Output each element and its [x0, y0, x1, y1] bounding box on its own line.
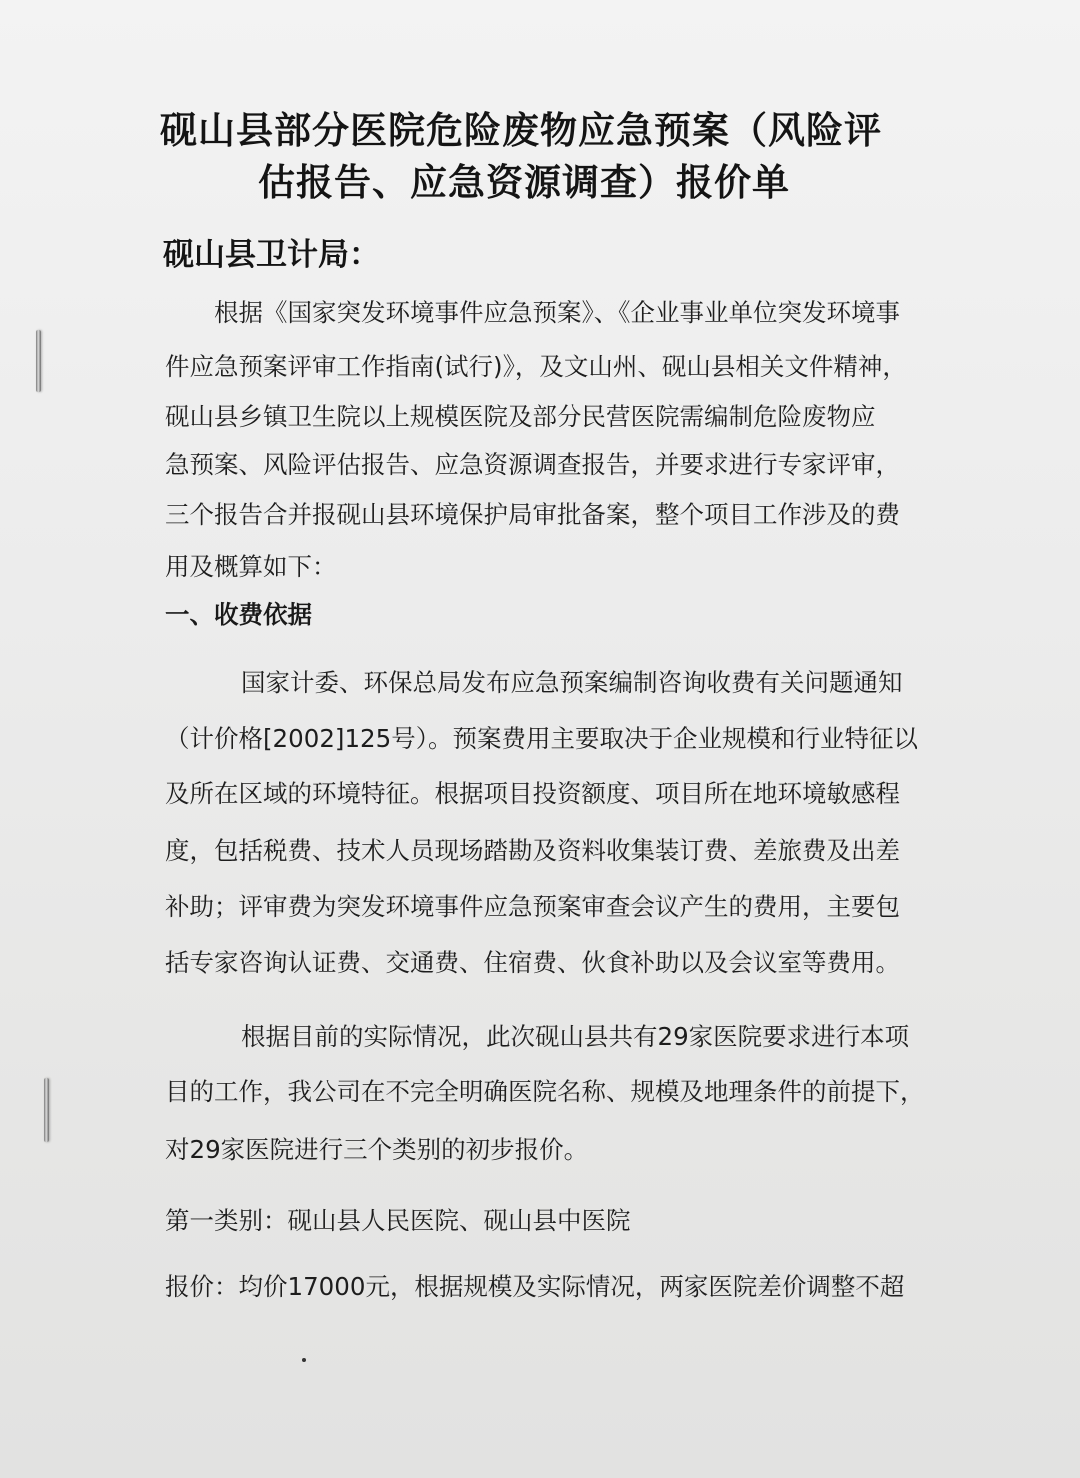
- quote-1-line: 报价：均价17000元，根据规模及实际情况，两家医院差价调整不超: [165, 1272, 905, 1301]
- intro-line: 砚山县乡镇卫生院以上规模医院及部分民营医院需编制危险废物应: [165, 402, 876, 431]
- intro-line: 用及概算如下：: [165, 552, 337, 581]
- intro-line: 根据《国家突发环境事件应急预案》、《企业事业单位突发环境事: [214, 298, 900, 327]
- section-heading-fee-basis: 一、收费依据: [165, 600, 312, 629]
- intro-line: 急预案、风险评估报告、应急资源调查报告，并要求进行专家评审，: [165, 450, 900, 479]
- document-title-line-1: 砚山县部分医院危险废物应急预案（风险评: [160, 108, 882, 152]
- basis-line: 国家计委、环保总局发布应急预案编制咨询收费有关问题通知: [241, 668, 903, 697]
- ink-dot: [302, 1358, 306, 1362]
- intro-line: 三个报告合并报砚山县环境保护局审批备案，整个项目工作涉及的费: [165, 500, 900, 529]
- intro-line: 件应急预案评审工作指南(试行)》，及文山州、砚山县相关文件精神，: [165, 352, 907, 381]
- staple-top: [36, 330, 41, 392]
- basis-line: （计价格[2002]125号）。预案费用主要取决于企业规模和行业特征以: [165, 724, 918, 753]
- basis-line: 度，包括税费、技术人员现场踏勘及资料收集装订费、差旅费及出差: [165, 836, 900, 865]
- basis-line: 括专家咨询认证费、交通费、住宿费、伙食补助以及会议室等费用。: [165, 948, 900, 977]
- category-1-line: 第一类别：砚山县人民医院、砚山县中医院: [165, 1206, 631, 1235]
- document-title-line-2: 估报告、应急资源调查）报价单: [258, 160, 790, 204]
- situation-line: 对29家医院进行三个类别的初步报价。: [165, 1135, 589, 1164]
- situation-line: 目的工作，我公司在不完全明确医院名称、规模及地理条件的前提下，: [165, 1077, 925, 1106]
- basis-line: 及所在区域的环境特征。根据项目投资额度、项目所在地环境敏感程: [165, 779, 900, 808]
- basis-line: 补助；评审费为突发环境事件应急预案审查会议产生的费用，主要包: [165, 892, 900, 921]
- staple-bottom: [44, 1078, 49, 1142]
- situation-line: 根据目前的实际情况，此次砚山县共有29家医院要求进行本项: [241, 1022, 910, 1051]
- salutation: 砚山县卫计局：: [163, 237, 380, 273]
